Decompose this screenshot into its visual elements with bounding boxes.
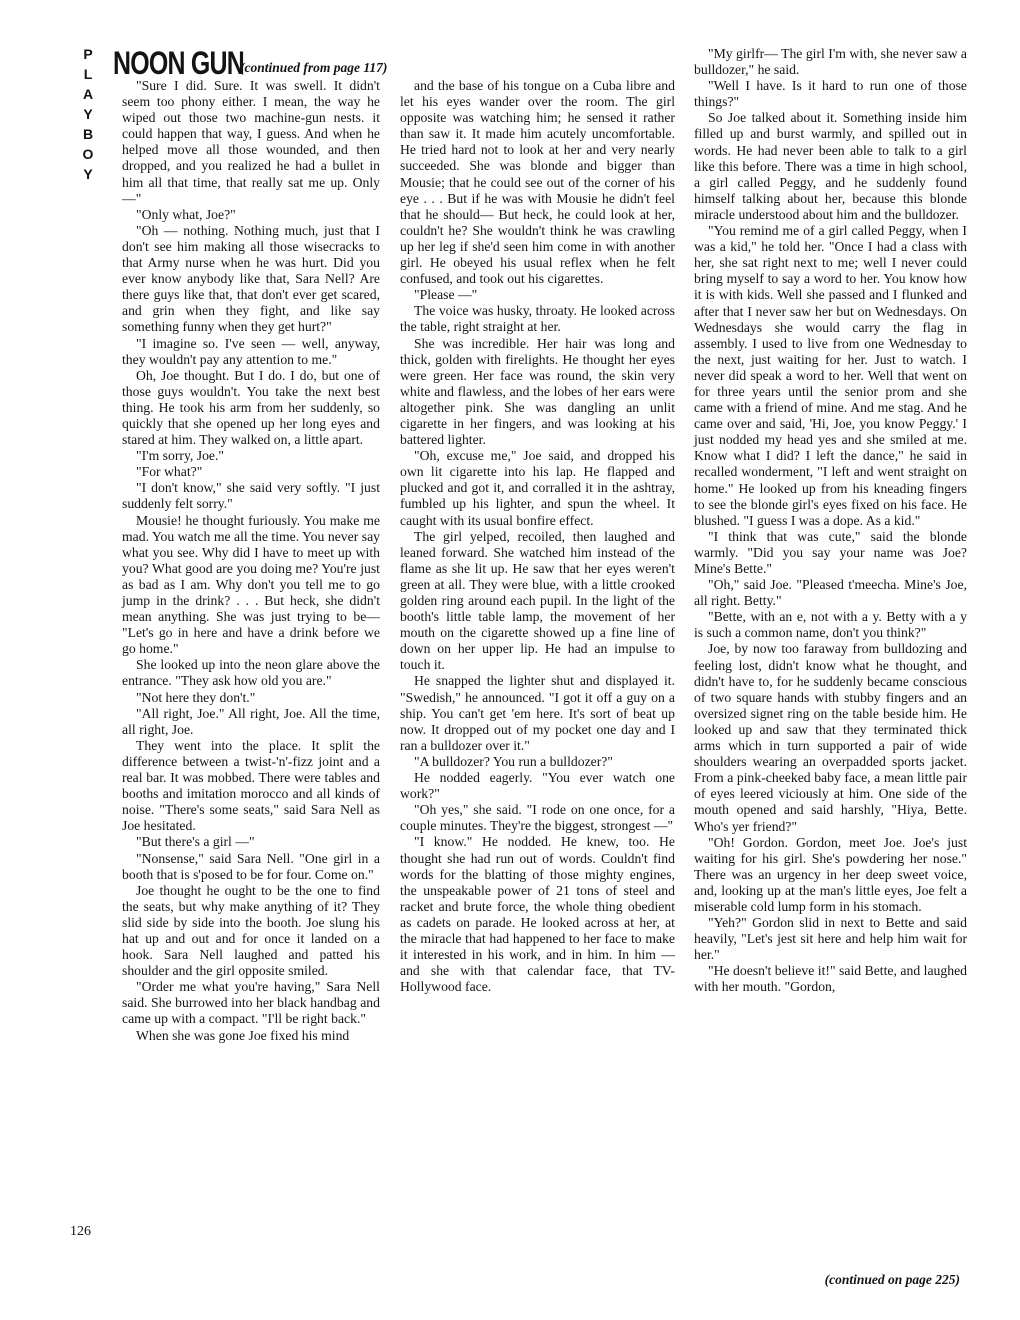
paragraph: "Bette, with an e, not with a y. Betty with a y is such a common name, don't you think?" bbox=[694, 609, 967, 641]
continued-from-note: (continued from page 117) bbox=[240, 60, 388, 75]
story-title: NOON GUN bbox=[113, 45, 245, 81]
side-letter: O bbox=[82, 146, 94, 162]
paragraph: He nodded eagerly. "You ever watch one work?" bbox=[400, 770, 675, 802]
paragraph: "Oh yes," she said. "I rode on one once, for a couple minutes. They're the biggest, strongest —" bbox=[400, 802, 675, 834]
paragraph: and the base of his tongue on a Cuba libre and let his eyes wander over the room. The girl opposite was watching him; he sensed it rather than saw it. It made him acutely uncomfortable. He tried hard not to look at her and very nearly succeeded. She was blonde and bigger than Mousie; that he could see out of the corner of his eye . . . But if he was with Mousie he didn't feel that he should— But heck, he could look at her, couldn't he? She wouldn't think he was crawling up her leg if she'd seen him come in with another girl. He obeyed his usual reflex when he felt confused, and took out his cigarettes. bbox=[400, 78, 675, 287]
side-letter: Y bbox=[83, 166, 93, 182]
paragraph: "All right, Joe." All right, Joe. All the time, all right, Joe. bbox=[122, 705, 380, 737]
paragraph: Joe, by now too faraway from bulldozing and feeling lost, didn't know what he thought, and didn't have to, for he suddenly became conscious of two square hands with stubby fingers and an oversized signet ring on the table beside him. He looked up and saw that they terminated thick arms which in turn supported a pair of wide shoulders wearing an overpadded sports jacket. From a pink-cheeked baby face, a mean little pair of eyes leered viciously at him. One side of the mouth opened and said harshly, "Hiya, Bette. Who's yer friend?" bbox=[694, 641, 967, 834]
paragraph: "Nonsense," said Sara Nell. "One girl in a booth that is s'posed to be for four. Come on." bbox=[122, 850, 380, 882]
side-letter: L bbox=[83, 66, 93, 82]
paragraph: "You remind me of a girl called Peggy, when I was a kid," he told her. "Once I had a class with her, she sat right next to me; well I never could bring myself to say a word to her. You know how it is with kids. Well she passed and I flunked and after that I never saw her but on Wednesdays. On Wednesdays she would carry the flag in assembly. I used to live from one Wednesday to the next, just waiting for her. Just to watch. I never did speak a word to her. Well that went on for three years until the senior prom and she came with a friend of mine. And me stag. And he came over and said, 'Hi, Joe, you know Peggy.' I just nodded my head yes and she smiled at me. Know what I did? I left the dance," he said in recalled wonderment, "I left and went straight on home." He looked up from his kneading fingers to see the blonde girl's eyes fixed on his face. He blushed. "I guess I was a dope. As a kid." bbox=[694, 223, 967, 528]
paragraph: "Order me what you're having," Sara Nell said. She burrowed into her black handbag and came up with a compact. "I'll be right back." bbox=[122, 979, 380, 1027]
paragraph: When she was gone Joe fixed his mind bbox=[136, 1027, 350, 1043]
magazine-side-mark bbox=[80, 44, 96, 184]
paragraph: "Oh," said Joe. "Pleased t'meecha. Mine's Joe, all right. Betty." bbox=[694, 577, 967, 609]
paragraph: "Only what, Joe?" bbox=[136, 206, 236, 222]
paragraph: She looked up into the neon glare above the entrance. "They ask how old you are." bbox=[122, 657, 380, 689]
paragraph: "My girlfr— The girl I'm with, she never saw a bulldozer," he said. bbox=[694, 46, 967, 78]
text-column-1 bbox=[122, 78, 380, 1044]
paragraph: "Oh — nothing. Nothing much, just that I don't see him making all those wisecracks to that Army nurse when he was hurt. Did you ever know anybody like that, Sara Nell? Are there guys like that, that don't ever get scared, and grin when they fight, and like say something funny when they get hurt?" bbox=[122, 222, 380, 335]
paragraph: "I imagine so. I've seen — well, anyway, they wouldn't pay any attention to me." bbox=[122, 335, 380, 367]
paragraph: He snapped the lighter shut and displayed it. "Swedish," he announced. "I got it off a guy on a ship. You can't get 'em here. It's sort of beat up now. It dropped out of my pocket one day and I ran a bulldozer over it." bbox=[400, 673, 675, 753]
paragraph: "I don't know," she said very softly. "I just suddenly felt sorry." bbox=[122, 480, 380, 512]
paragraph: The girl yelped, recoiled, then laughed and leaned forward. She watched him instead of the flame as she lit up. He saw that her eyes weren't green at all. They were blue, with a little crooked golden ring around each pupil. In the light of the booth's little table lamp, the movement of her mouth on the cigarette showed up a fine line of down on her upper lip. He had an impulse to touch it. bbox=[400, 528, 675, 673]
side-letter: Y bbox=[83, 106, 93, 122]
paragraph: The voice was husky, throaty. He looked across the table, right straight at her. bbox=[400, 303, 675, 335]
paragraph: "I'm sorry, Joe." bbox=[136, 448, 225, 464]
paragraph: "Well I have. Is it hard to run one of those things?" bbox=[694, 78, 967, 110]
paragraph: She was incredible. Her hair was long and thick, golden with firelights. He thought her eyes were green. Her face was round, the skin very white and flawless, and the lobes of her ears were altogether pink. She was dangling an unlit cigarette in her fingers, and was looking at his battered lighter. bbox=[400, 335, 675, 448]
paragraph: "Oh! Gordon. Gordon, meet Joe. Joe's just waiting for his girl. She's powdering her nose." There was an urgency in her deep sweet voice, and, looking up at the man's little eyes, Joe felt a miserable cold lump form in his stomach. bbox=[694, 834, 967, 914]
side-letter: P bbox=[83, 46, 93, 62]
continued-on-note: (continued on page 225) bbox=[824, 1272, 960, 1287]
paragraph: Joe thought he ought to be the one to find the seats, but why make anything of it? They slid side by side into the booth. Joe slung his hat up and out and for once it landed on a hook. Sara Nell laughed and patted his shoulder and the girl opposite smiled. bbox=[122, 882, 380, 979]
side-letter: B bbox=[82, 126, 94, 142]
paragraph: Mousie! he thought furiously. You make me mad. You watch me all the time. You never say what you see. Why did I have to meet up with you? What good are you doing me? You're just as bad as I am. Why don't you tell me to go jump in the drink? . . . But heck, she didn't mean anything. She was just trying to be— "Let's go in here and have a drink before we go home." bbox=[122, 512, 380, 657]
paragraph: So Joe talked about it. Something inside him filled up and burst warmly, and spilled out in words. He had never been able to talk to a girl like this before. There was a time in high school, a girl called Peggy, and he suddenly found himself talking about her, because this blonde miracle understood about him and the bulldozer. bbox=[694, 110, 967, 222]
paragraph: "I know." He nodded. He knew, too. He thought she had run out of words. Couldn't find words for the blatting of those mighty engines, the unspeakable power of 21 tons of steel and racket and brute force, the whole thing obedient as cadets on parade. He looked across at her, at the miracle that had happened to her face to make it interested in his work, and in him. In him — and she with that calendar face, that TV-Hollywood face. bbox=[400, 834, 675, 995]
paragraph: "A bulldozer? You run a bulldozer?" bbox=[414, 753, 613, 769]
paragraph: They went into the place. It split the difference between a twist-'n'-fizz joint and a real bar. It was mobbed. There were tables and booths and imitation morocco and all kinds of noise. "There's some seats," said Sara Nell as Joe hesitated. bbox=[122, 737, 380, 834]
paragraph: "Oh, excuse me," Joe said, and dropped his own lit cigarette into his lap. He flapped and plucked and got it, and corralled it in the ashtray, fumbled up his lighter, and spun the wheel. It caught with its usual bonfire effect. bbox=[400, 448, 675, 528]
paragraph: "Yeh?" Gordon slid in next to Bette and said heavily, "Let's jest sit here and help him wait for her." bbox=[694, 915, 967, 963]
text-column-3 bbox=[694, 46, 967, 996]
paragraph: "I think that was cute," said the blonde warmly. "Did you say your name was Joe? Mine's Bette." bbox=[694, 528, 967, 576]
paragraph: "Not here they don't." bbox=[136, 689, 256, 705]
paragraph: "He doesn't believe it!" said Bette, and laughed with her mouth. "Gordon, bbox=[694, 963, 967, 995]
text-column-2 bbox=[400, 78, 675, 995]
page-number: 126 bbox=[70, 1224, 91, 1239]
paragraph: "For what?" bbox=[136, 464, 203, 480]
paragraph: "Sure I did. Sure. It was swell. It didn't seem too phony either. I mean, the way he wiped out those two machine-gun nests. it could happen that way, I guess. And when he helped move all those wounded, and then dropped, and you realized he had a bullet in him all that time, that really sat me up. Only —" bbox=[122, 78, 380, 206]
paragraph: Oh, Joe thought. But I do. I do, but one of those guys wouldn't. You take the next best thing. He took his arm from her suddenly, so quickly that she opened up her long eyes and stared at him. They walked on, a little apart. bbox=[122, 367, 380, 448]
side-letter: A bbox=[82, 86, 94, 102]
paragraph: "Please —" bbox=[414, 287, 478, 303]
paragraph: "But there's a girl —" bbox=[136, 834, 255, 850]
